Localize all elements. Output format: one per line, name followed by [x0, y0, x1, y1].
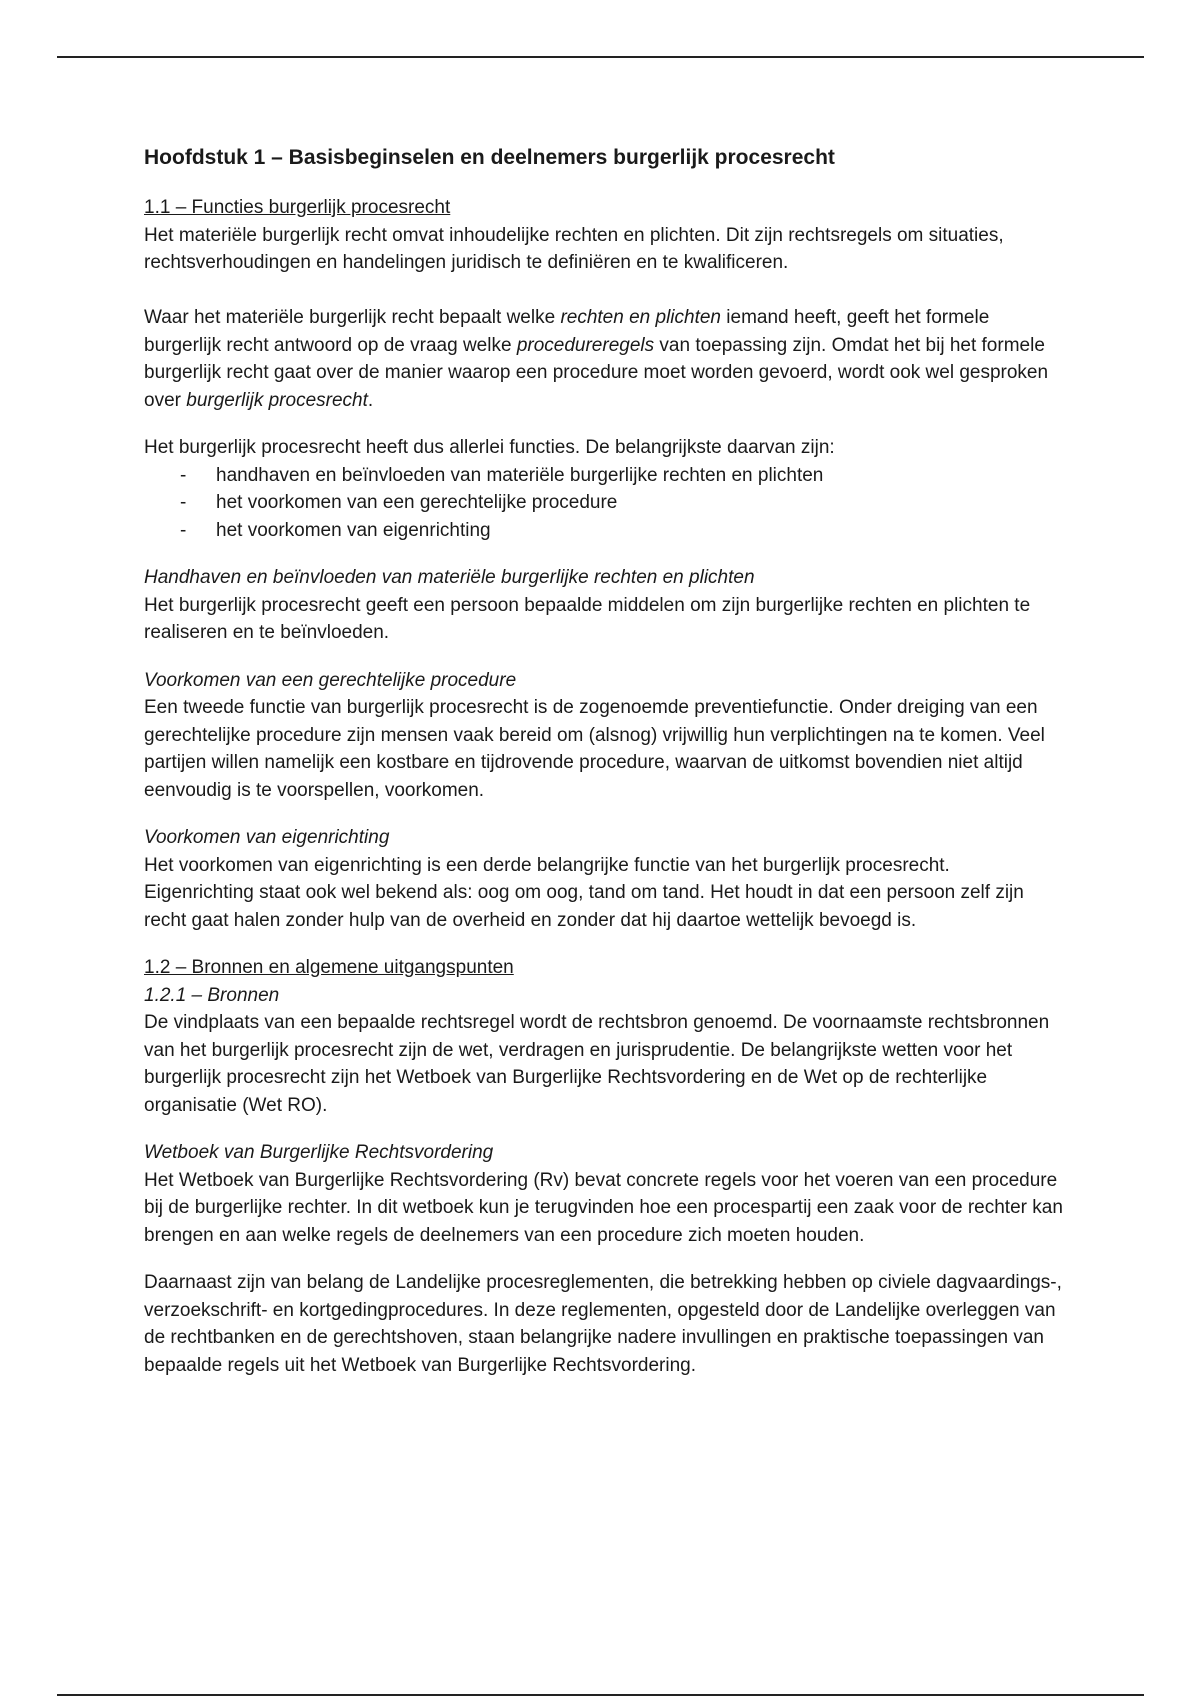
section-heading-1-1: 1.1 – Functies burgerlijk procesrecht — [144, 197, 451, 218]
list-item: - het voorkomen van een gerechtelijke procedure — [180, 489, 1064, 517]
list-item: - het voorkomen van eigenrichting — [180, 517, 1064, 545]
functions-list — [144, 462, 1064, 545]
chapter-title: Hoofdstuk 1 – Basisbeginselen en deelnemers burgerlijk procesrecht — [144, 146, 835, 169]
sub-heading-bronnen: 1.2.1 – Bronnen — [144, 984, 280, 1006]
paragraph-handhaven: Het burgerlijk procesrecht geeft een persoon bepaalde middelen om zijn burgerlijke rechten en plichten te realiseren en te beïnvloeden. — [144, 594, 1031, 643]
sub-heading-handhaven: Handhaven en beïnvloeden van materiële burgerlijke rechten en plichten — [144, 567, 755, 588]
sub-heading-wetboek-rv: Wetboek van Burgerlijke Rechtsvordering — [144, 1142, 494, 1163]
document-body — [144, 142, 1064, 1379]
sub-heading-eigenrichting: Voorkomen van eigenrichting — [144, 827, 390, 848]
footer-rule — [57, 1694, 1144, 1696]
list-item: - handhaven en beïnvloeden van materiële burgerlijke rechten en plichten — [180, 462, 1064, 490]
section-heading-1-2: 1.2 – Bronnen en algemene uitgangspunten — [144, 957, 514, 978]
paragraph-bronnen: De vindplaats van een bepaalde rechtsregel wordt de rechtsbron genoemd. De voornaamste rechtsbronnen van het burgerlijk procesrecht zijn de wet, verdragen en jurisprudentie. De belangrijkste wetten voor het burgerlijk procesrecht zijn het Wetboek van Burgerlijke Rechtsvordering en de Wet op de rechterlijke organisatie (Wet RO). — [144, 1012, 1050, 1116]
paragraph-functions-intro: Het burgerlijk procesrecht heeft dus allerlei functies. De belangrijkste daarvan zijn: — [144, 437, 835, 458]
paragraph-material-formal: Waar het materiële burgerlijk recht bepaalt welke rechten en plichten iemand heeft, geeft het formele burgerlijk recht antwoord op de vraag welke procedureregels van toepassing zijn. Omdat het bij het formele burgerlijk recht gaat over de manier waarop een procedure moet worden gevoerd, wordt ook wel gesproken over burgerlijk procesrecht. — [144, 307, 1049, 411]
paragraph-intro: Het materiële burgerlijk recht omvat inhoudelijke rechten en plichten. Dit zijn rechtsregels om situaties, rechtsverhoudingen en handelingen juridisch te definiëren en te kwalificeren. — [144, 224, 1004, 273]
paragraph-eigenrichting: Het voorkomen van eigenrichting is een derde belangrijke functie van het burgerlijk procesrecht. Eigenrichting staat ook wel bekend als: oog om oog, tand om tand. Het houdt in dat een persoon zelf zijn recht gaat halen zonder hulp van de overheid en zonder dat hij daartoe wettelijk bevoegd is. — [144, 854, 1024, 931]
header-rule — [57, 56, 1144, 58]
sub-heading-voorkomen-procedure: Voorkomen van een gerechtelijke procedure — [144, 669, 517, 691]
paragraph-landelijke-procesreglementen: Daarnaast zijn van belang de Landelijke procesreglementen, die betrekking hebben op civiele dagvaardings-, verzoekschrift- en kortgedingprocedures. In deze reglementen, opgesteld door de Landelijke overleggen van de rechtbanken en de gerechtshoven, staan belangrijke nadere invullingen en praktische toepassingen van bepaalde regels uit het Wetboek van Burgerlijke Rechtsvordering. — [144, 1272, 1062, 1376]
paragraph-voorkomen-procedure: Een tweede functie van burgerlijk procesrecht is de zogenoemde preventiefunctie. Onder dreiging van een gerechtelijke procedure zijn mensen vaak bereid om (alsnog) vrijwillig hun verplichtingen na te komen. Veel partijen willen namelijk een kostbare en tijdrovende procedure, waarvan de uitkomst bovendien niet altijd eenvoudig is te voorspellen, voorkomen. — [144, 697, 1045, 801]
paragraph-wetboek-rv: Het Wetboek van Burgerlijke Rechtsvordering (Rv) bevat concrete regels voor het voeren van een procedure bij de burgerlijke rechter. In dit wetboek kun je terugvinden hoe een procespartij een zaak voor de rechter kan brengen en aan welke regels de deelnemers van een procedure zich moeten houden. — [144, 1169, 1063, 1246]
